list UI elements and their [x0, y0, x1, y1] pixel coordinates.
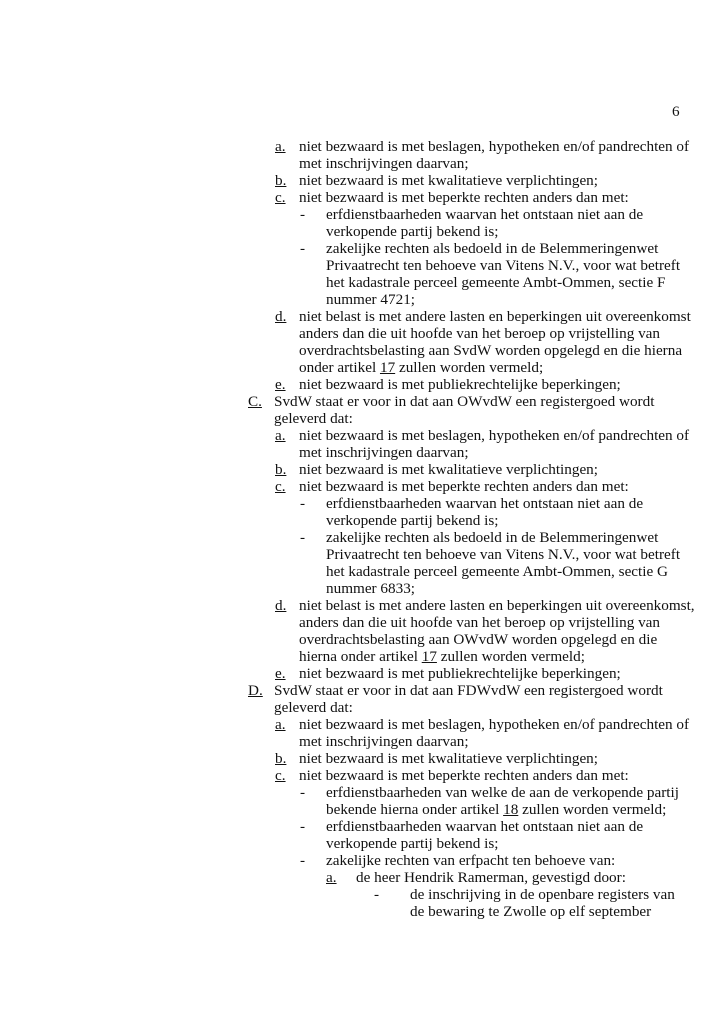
list-marker: b. [275, 750, 287, 767]
list-marker: a. [275, 716, 286, 733]
line-text: zakelijke rechten als bedoeld in de Belemmeringenwet [326, 240, 659, 257]
line-text: erfdienstbaarheden waarvan het ontstaan niet aan de [326, 818, 644, 835]
line-text-after: zullen worden vermeld; [440, 648, 585, 665]
line-text: de heer Hendrik Ramerman, gevestigd door: [356, 869, 626, 886]
text-line [326, 835, 499, 852]
text-line [299, 665, 621, 682]
text-line [326, 291, 415, 308]
line-text: de inschrijving in de openbare registers van [410, 886, 675, 903]
line-text: niet bezwaard is met publiekrechtelijke beperkingen; [299, 376, 621, 393]
text-line [299, 359, 543, 376]
text-line [326, 801, 666, 818]
text-line [326, 512, 499, 529]
line-text: niet bezwaard is met kwalitatieve verplichtingen; [299, 750, 598, 767]
text-line [299, 189, 629, 206]
text-line [299, 155, 469, 172]
line-text: overdrachtsbelasting aan SvdW worden opgelegd en die hierna [299, 342, 683, 359]
line-text: niet bezwaard is met kwalitatieve verplichtingen; [299, 172, 598, 189]
text-line [326, 563, 668, 580]
text-line [410, 903, 651, 920]
list-marker: e. [275, 665, 286, 682]
line-text: nummer 6833; [326, 580, 416, 597]
text-line [299, 444, 469, 461]
text-line [274, 699, 353, 716]
text-line [299, 325, 660, 342]
article-reference: 17 [421, 648, 437, 665]
text-line [326, 274, 665, 291]
line-text-after: zullen worden vermeld; [522, 801, 667, 818]
text-line [326, 495, 643, 512]
text-line [326, 546, 680, 563]
line-text: geleverd dat: [274, 699, 353, 716]
dash-bullet: - [300, 529, 306, 546]
line-text: de bewaring te Zwolle op elf september [410, 903, 652, 920]
list-marker: a. [275, 427, 286, 444]
text-line [299, 733, 469, 750]
text-line [299, 716, 689, 733]
text-line [299, 597, 695, 614]
list-marker: C. [248, 393, 262, 410]
text-line [356, 869, 626, 886]
list-marker: c. [275, 767, 286, 784]
text-line [326, 818, 643, 835]
list-marker: d. [275, 597, 287, 614]
line-text: verkopende partij bekend is; [326, 835, 499, 852]
line-text: Privaatrecht ten behoeve van Vitens N.V., voor wat betreft [326, 257, 681, 274]
line-text: het kadastrale perceel gemeente Ambt-Ommen, sectie G [326, 563, 668, 580]
line-text: niet bezwaard is met beslagen, hypotheken en/of pandrechten of [299, 427, 690, 444]
text-line [326, 784, 679, 801]
page-number: 6 [672, 103, 680, 120]
text-line [274, 682, 663, 699]
line-text: verkopende partij bekend is; [326, 512, 499, 529]
article-reference: 17 [379, 359, 396, 376]
text-line [326, 529, 658, 546]
text-line [326, 257, 680, 274]
list-marker: D. [248, 682, 263, 699]
line-text: het kadastrale perceel gemeente Ambt-Ommen, sectie F [326, 274, 666, 291]
list-marker: a. [275, 138, 286, 155]
text-line [299, 342, 682, 359]
line-text: anders dan die uit hoofde van het beroep op vrijstelling van [299, 614, 661, 631]
line-text: erfdienstbaarheden waarvan het ontstaan niet aan de [326, 495, 644, 512]
text-line [299, 478, 629, 495]
text-line [326, 852, 615, 869]
text-line [274, 393, 654, 410]
text-line [299, 648, 585, 665]
line-text: met inschrijvingen daarvan; [299, 155, 469, 172]
text-line [299, 614, 660, 631]
line-text: nummer 4721; [326, 291, 416, 308]
line-text: zakelijke rechten van erfpacht ten behoeve van: [326, 852, 616, 869]
dash-bullet: - [300, 852, 306, 869]
text-line [326, 223, 499, 240]
dash-bullet: - [300, 240, 306, 257]
dash-bullet: - [300, 495, 306, 512]
line-text: erfdienstbaarheden van welke de aan de verkopende partij [326, 784, 679, 801]
text-line [299, 138, 689, 155]
list-marker: c. [275, 478, 286, 495]
line-text: bekende hierna onder artikel [326, 801, 500, 818]
line-text-after: zullen worden vermeld; [398, 359, 544, 376]
dash-bullet: - [300, 206, 306, 223]
text-line [299, 631, 657, 648]
list-marker: e. [275, 376, 286, 393]
line-text: Privaatrecht ten behoeve van Vitens N.V., voor wat betreft [326, 546, 681, 563]
text-line [274, 410, 353, 427]
line-text: niet bezwaard is met beperkte rechten anders dan met: [299, 767, 629, 784]
text-line [410, 886, 675, 903]
text-line [326, 240, 658, 257]
text-line [299, 750, 598, 767]
text-line [299, 461, 598, 478]
text-line [326, 580, 415, 597]
line-text: met inschrijvingen daarvan; [299, 733, 469, 750]
line-text: met inschrijvingen daarvan; [299, 444, 469, 461]
list-marker: c. [275, 189, 286, 206]
line-text: SvdW staat er voor in dat aan OWvdW een registergoed wordt [274, 393, 655, 410]
line-text: niet bezwaard is met kwalitatieve verplichtingen; [299, 461, 598, 478]
dash-bullet: - [300, 784, 306, 801]
text-line [299, 767, 629, 784]
text-line [299, 376, 621, 393]
line-text: niet belast is met andere lasten en beperkingen uit overeenkomst, [299, 597, 695, 614]
text-line [299, 308, 691, 325]
line-text: SvdW staat er voor in dat aan FDWvdW een registergoed wordt [274, 682, 663, 699]
line-text: zakelijke rechten als bedoeld in de Belemmeringenwet [326, 529, 659, 546]
line-text: erfdienstbaarheden waarvan het ontstaan niet aan de [326, 206, 644, 223]
line-text: hierna onder artikel [299, 648, 418, 665]
article-reference: 18 [503, 801, 519, 818]
line-text: niet bezwaard is met beperkte rechten anders dan met: [299, 189, 629, 206]
text-line [299, 427, 689, 444]
list-marker: a. [326, 869, 337, 886]
line-text: niet bezwaard is met beslagen, hypotheken en/of pandrechten of [299, 716, 690, 733]
dash-bullet: - [374, 886, 380, 903]
dash-bullet: - [300, 818, 306, 835]
line-text: onder artikel [299, 359, 377, 376]
line-text: niet belast is met andere lasten en beperkingen uit overeenkomst [299, 308, 691, 325]
line-text: niet bezwaard is met beslagen, hypotheken en/of pandrechten of [299, 138, 690, 155]
line-text: anders dan die uit hoofde van het beroep op vrijstelling van [299, 325, 661, 342]
line-text: overdrachtsbelasting aan OWvdW worden opgelegd en die [299, 631, 658, 648]
text-line [326, 206, 643, 223]
line-text: niet bezwaard is met publiekrechtelijke beperkingen; [299, 665, 621, 682]
list-marker: b. [275, 461, 287, 478]
line-text: geleverd dat: [274, 410, 353, 427]
line-text: verkopende partij bekend is; [326, 223, 499, 240]
list-marker: b. [275, 172, 287, 189]
text-line [299, 172, 598, 189]
line-text: niet bezwaard is met beperkte rechten anders dan met: [299, 478, 629, 495]
list-marker: d. [275, 308, 287, 325]
